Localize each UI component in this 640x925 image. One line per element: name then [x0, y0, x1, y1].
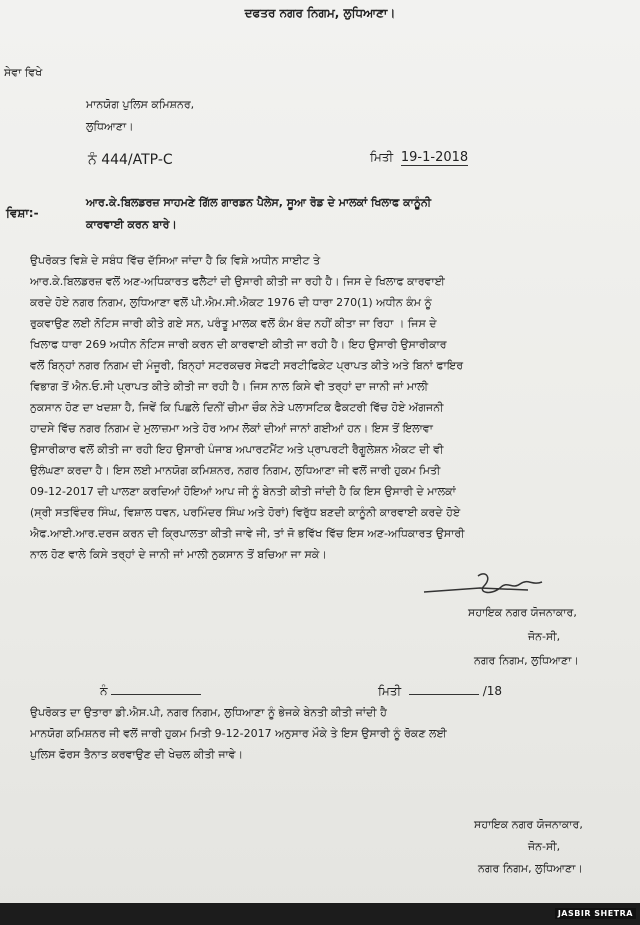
copy-line: ਉਪਰੋਕਤ ਦਾ ਉਤਾਰਾ ਡੀ.ਐਸ.ਪੀ, ਨਗਰ ਨਿਗਮ, ਲੁਧਿਆਣਾ ਨੂੰ ਭੇਜਕੇ ਬੇਨਤੀ ਕੀਤੀ ਜਾਂਦੀ ਹੈ: [30, 706, 387, 719]
signer-1-zone: ਜੋਨ-ਸੀ,: [528, 630, 561, 643]
body-line: (ਸ੍ਰੀ ਸਤਵਿੰਦਰ ਸਿੰਘ, ਵਿਸ਼ਾਲ ਧਵਨ, ਪਰਮਿੰਦਰ ਸਿੰਘ ਅਤੇ ਹੋਰਾਂ) ਵਿਰੁੱਧ ਬਣਦੀ ਕਾਨੂੰਨੀ ਕਾਰਵਾਈ ਕਰਦੇ ਹੋਏ: [30, 506, 461, 519]
body-line: ਉਲੰਘਣਾ ਕਰਦਾ ਹੈ। ਇਸ ਲਈ ਮਾਨਯੋਗ ਕਮਿਸ਼ਨਰ, ਨਗਰ ਨਿਗਮ, ਲੁਧਿਆਣਾ ਜੀ ਵਲੋਂ ਜਾਰੀ ਹੁਕਮ ਮਿਤੀ: [30, 464, 441, 477]
body-line: ਆਰ.ਕੇ.ਬਿਲਡਰਜ਼ ਵਲੋਂ ਅਣ-ਅਧਿਕਾਰਤ ਫਲੈਟਾਂ ਦੀ ਉਸਾਰੀ ਕੀਤੀ ਜਾ ਰਹੀ ਹੈ। ਜਿਸ ਦੇ ਖਿਲਾਫ ਕਾਰਵਾਈ: [30, 275, 445, 288]
body-line: ਕਰਦੇ ਹੋਏ ਨਗਰ ਨਿਗਮ, ਲੁਧਿਆਣਾ ਵਲੋਂ ਪੀ.ਐਮ.ਸੀ.ਐਕਟ 1976 ਦੀ ਧਾਰਾ 270(1) ਅਧੀਨ ਕੰਮ ਨੂੰ: [30, 296, 432, 309]
date-label: ਮਿਤੀ: [370, 150, 394, 164]
body-line: ਉਸਾਰੀਕਾਰ ਵਲੋਂ ਕੀਤੀ ਜਾ ਰਹੀ ਇਹ ਉਸਾਰੀ ਪੰਜਾਬ ਅਪਾਰਟਮੈਂਟ ਅਤੇ ਪ੍ਰਾਪਰਟੀ ਰੈਗੂਲੇਸ਼ਨ ਐਕਟ ਦੀ ਵੀ: [30, 443, 444, 456]
copy-line: ਮਾਨਯੋਗ ਕਮਿਸ਼ਨਰ ਜੀ ਵਲੋਂ ਜਾਰੀ ਹੁਕਮ ਮਿਤੀ 9-12-2017 ਅਨੁਸਾਰ ਮੌਕੇ ਤੇ ਇਸ ਉਸਾਰੀ ਨੂੰ ਰੋਕਣ ਲਈ: [30, 727, 447, 740]
body-line: ਖਿਲਾਫ ਧਾਰਾ 269 ਅਧੀਨ ਨੋਟਿਸ ਜਾਰੀ ਕਰਨ ਦੀ ਕਾਰਵਾਈ ਕੀਤੀ ਜਾ ਰਹੀ ਹੈ। ਇਹ ਉਸਾਰੀ ਉਸਾਰੀਕਾਰ: [30, 338, 447, 351]
second-ref-label: ਨੰ: [100, 684, 108, 698]
body-line: ਐਫ.ਆਈ.ਆਰ.ਦਰਜ ਕਰਨ ਦੀ ਕ੍ਰਿਪਾਲਤਾ ਕੀਤੀ ਜਾਵੇ ਜੀ, ਤਾਂ ਜੋ ਭਵਿੱਖ ਵਿੱਚ ਇਸ ਅਣ-ਅਧਿਕਾਰਤ ਉਸਾਰੀ: [30, 527, 465, 540]
signer-1-office: ਨਗਰ ਨਿਗਮ, ਲੁਧਿਆਣਾ।: [474, 654, 579, 667]
second-ref-field: [100, 684, 201, 699]
signer-1-designation: ਸਹਾਇਕ ਨਗਰ ਯੋਜਨਾਕਾਰ,: [468, 606, 577, 619]
subject-line-2: ਕਾਰਵਾਈ ਕਰਨ ਬਾਰੇ।: [86, 218, 177, 231]
body-line: ਹਾਦਸੇ ਵਿੱਚ ਨਗਰ ਨਿਗਮ ਦੇ ਮੁਲਾਜ਼ਮਾ ਅਤੇ ਹੋਰ ਆਮ ਲੋਕਾਂ ਦੀਆਂ ਜਾਨਾਂ ਗਈਆਂ ਹਨ। ਇਸ ਤੋਂ ਇਲਾਵਾ: [30, 422, 433, 435]
body-line: ਰੁਕਵਾਉਣ ਲਈ ਨੋਟਿਸ ਜਾਰੀ ਕੀਤੇ ਗਏ ਸਨ, ਪਰੰਤੂ ਮਾਲਕ ਵਲੋਂ ਕੰਮ ਬੰਦ ਨਹੀਂ ਕੀਤਾ ਜਾ ਰਿਹਾ । ਜਿਸ ਦੇ: [30, 317, 437, 330]
second-date-year: /18: [482, 684, 503, 698]
signer-2-office: ਨਗਰ ਨਿਗਮ, ਲੁਧਿਆਣਾ।: [478, 862, 583, 875]
date-value: 19-1-2018: [400, 150, 469, 165]
signer-2-zone: ਜੋਨ-ਸੀ,: [528, 840, 561, 853]
second-ref-blank: [111, 694, 201, 695]
body-line: ਉਪਰੋਕਤ ਵਿਸ਼ੇ ਦੇ ਸਬੰਧ ਵਿੱਚ ਦੱਸਿਆ ਜਾਂਦਾ ਹੈ ਕਿ ਵਿਸ਼ੇ ਅਧੀਨ ਸਾਈਟ ਤੇ: [30, 254, 321, 267]
second-date-label: ਮਿਤੀ: [378, 684, 402, 698]
photo-credit: JASBIR SHETRA: [555, 908, 636, 919]
body-line: ਨਾਲ ਹੋਣ ਵਾਲੇ ਕਿਸੇ ਤਰ੍ਹਾਂ ਦੇ ਜਾਨੀ ਜਾਂ ਮਾਲੀ ਨੁਕਸਾਨ ਤੋਂ ਬਚਿਆ ਜਾ ਸਕੇ।: [30, 548, 327, 561]
body-line: ਨੁਕਸਾਨ ਹੋਣ ਦਾ ਖਦਸ਼ਾ ਹੈ, ਜਿਵੇਂ ਕਿ ਪਿਛਲੇ ਦਿਨੀਂ ਚੀਮਾ ਚੌਕ ਨੇੜੇ ਪਲਾਸਟਿਕ ਫੈਕਟਰੀ ਵਿੱਚ ਹੋਏ ਅੱਗਜਨੀ: [30, 401, 444, 414]
body-line: ਵਿਭਾਗ ਤੋਂ ਐਨ.ਓ.ਸੀ ਪ੍ਰਾਪਤ ਕੀਤੇ ਕੀਤੀ ਜਾ ਰਹੀ ਹੈ। ਜਿਸ ਨਾਲ ਕਿਸੇ ਵੀ ਤਰ੍ਹਾਂ ਦਾ ਜਾਨੀ ਜਾਂ ਮਾਲੀ: [30, 380, 429, 393]
body-line: ਵਲੋਂ ਬਿਨ੍ਹਾਂ ਨਗਰ ਨਿਗਮ ਦੀ ਮੰਜੂਰੀ, ਬਿਨ੍ਹਾਂ ਸਟਰਕਚਰ ਸੇਫਟੀ ਸਰਟੀਫਿਕੇਟ ਪ੍ਰਾਪਤ ਕੀਤੇ ਅਤੇ ਬਿਨਾਂ ਫਾਇਰ: [30, 359, 464, 372]
reference-number: ਨੰ 444/ATP-C: [88, 152, 173, 168]
copy-paragraph: [30, 702, 628, 765]
recipient-line-1: ਮਾਨਯੋਗ ਪੁਲਿਸ ਕਮਿਸ਼ਨਰ,: [86, 98, 195, 111]
office-header: ਦਫਤਰ ਨਗਰ ਨਿਗਮ, ਲੁਧਿਆਣਾ।: [244, 6, 396, 20]
body-line: 09-12-2017 ਦੀ ਪਾਲਣਾ ਕਰਦਿਆਂ ਹੋਇਆਂ ਆਪ ਜੀ ਨੂੰ ਬੇਨਤੀ ਕੀਤੀ ਜਾਂਦੀ ਹੈ ਕਿ ਇਸ ਉਸਾਰੀ ਦੇ ਮਾਲਕਾਂ: [30, 485, 456, 498]
photo-bottom-edge: [0, 903, 640, 925]
seva-vikhe-label: ਸੇਵਾ ਵਿਖੇ: [4, 66, 43, 79]
body-paragraph: [30, 250, 628, 565]
signature-1: [420, 566, 580, 606]
subject-line-1: ਆਰ.ਕੇ.ਬਿਲਡਰਜ਼ ਸਾਹਮਣੇ ਗਿੱਲ ਗਾਰਡਨ ਪੈਲੇਸ, ਸੂਆ ਰੋਡ ਦੇ ਮਾਲਕਾਂ ਖਿਲਾਫ ਕਾਨੂੰਨੀ: [86, 196, 432, 209]
second-date-field: [378, 684, 502, 699]
subject-label: ਵਿਸ਼ਾ:-: [6, 206, 39, 220]
recipient-line-2: ਲੁਧਿਆਣਾ।: [86, 120, 134, 133]
date-field: [370, 150, 468, 166]
second-date-blank: [409, 694, 479, 695]
copy-line: ਪੁਲਿਸ ਫੋਰਸ ਤੈਨਾਤ ਕਰਵਾਉਣ ਦੀ ਖੇਚਲ ਕੀਤੀ ਜਾਵੇ।: [30, 748, 243, 761]
signer-2-designation: ਸਹਾਇਕ ਨਗਰ ਯੋਜਨਾਕਾਰ,: [474, 818, 583, 831]
